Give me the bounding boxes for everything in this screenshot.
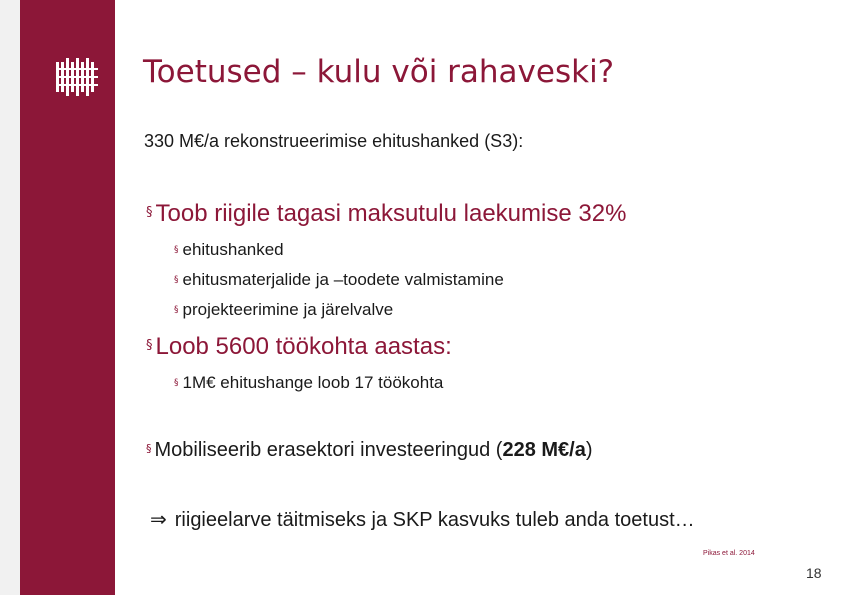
conclusion-line xyxy=(150,507,695,532)
bullet-marker: § xyxy=(146,205,153,220)
university-building-logo-icon xyxy=(56,58,98,96)
left-band xyxy=(0,0,20,595)
sub-bullet-marker: § xyxy=(174,305,179,315)
sub-bullet-marker: § xyxy=(174,245,179,255)
bullet-marker: § xyxy=(146,442,152,455)
implies-arrow-icon: ⇒ xyxy=(150,507,167,531)
conclusion-text: riigieelarve täitmiseks ja SKP kasvuks tuleb anda toetust… xyxy=(174,509,695,531)
bullet-text-end: ) xyxy=(585,439,593,461)
slide-title: Toetused – kulu või rahaveski? xyxy=(143,54,615,90)
bullet-text: Loob 5600 töökohta aastas: xyxy=(155,333,452,360)
sub-bullet-text: 1M€ ehitushange loob 17 töökohta xyxy=(182,373,444,392)
sub-bullet-text: ehitusmaterjalide ja –toodete valmistamine xyxy=(182,270,504,289)
bullet-private-investment xyxy=(146,439,593,462)
bullet-bold-amount: 228 M€/a xyxy=(502,439,586,461)
sub-bullet-text: projekteerimine ja järelvalve xyxy=(182,300,394,319)
sub-bullet-marker: § xyxy=(174,378,179,388)
sub-bullet xyxy=(174,240,284,260)
sub-bullet-text: ehitushanked xyxy=(182,240,284,259)
slide-subtitle: 330 M€/a rekonstrueerimise ehitushanked (S3): xyxy=(144,131,524,151)
source-citation: Pikas et al. 2014 xyxy=(703,550,755,557)
sub-bullet-marker: § xyxy=(174,275,179,285)
sub-bullet xyxy=(174,373,443,393)
bullet-marker: § xyxy=(146,338,153,353)
bullet-text: Toob riigile tagasi maksutulu laekumise 32% xyxy=(155,200,627,227)
bullet-jobs xyxy=(146,333,452,361)
sub-bullet xyxy=(174,300,393,320)
bullet-tax-revenue xyxy=(146,200,626,228)
sub-bullet xyxy=(174,270,504,290)
bullet-text: Mobiliseerib erasektori investeeringud ( xyxy=(154,439,503,461)
page-number: 18 xyxy=(806,565,822,581)
